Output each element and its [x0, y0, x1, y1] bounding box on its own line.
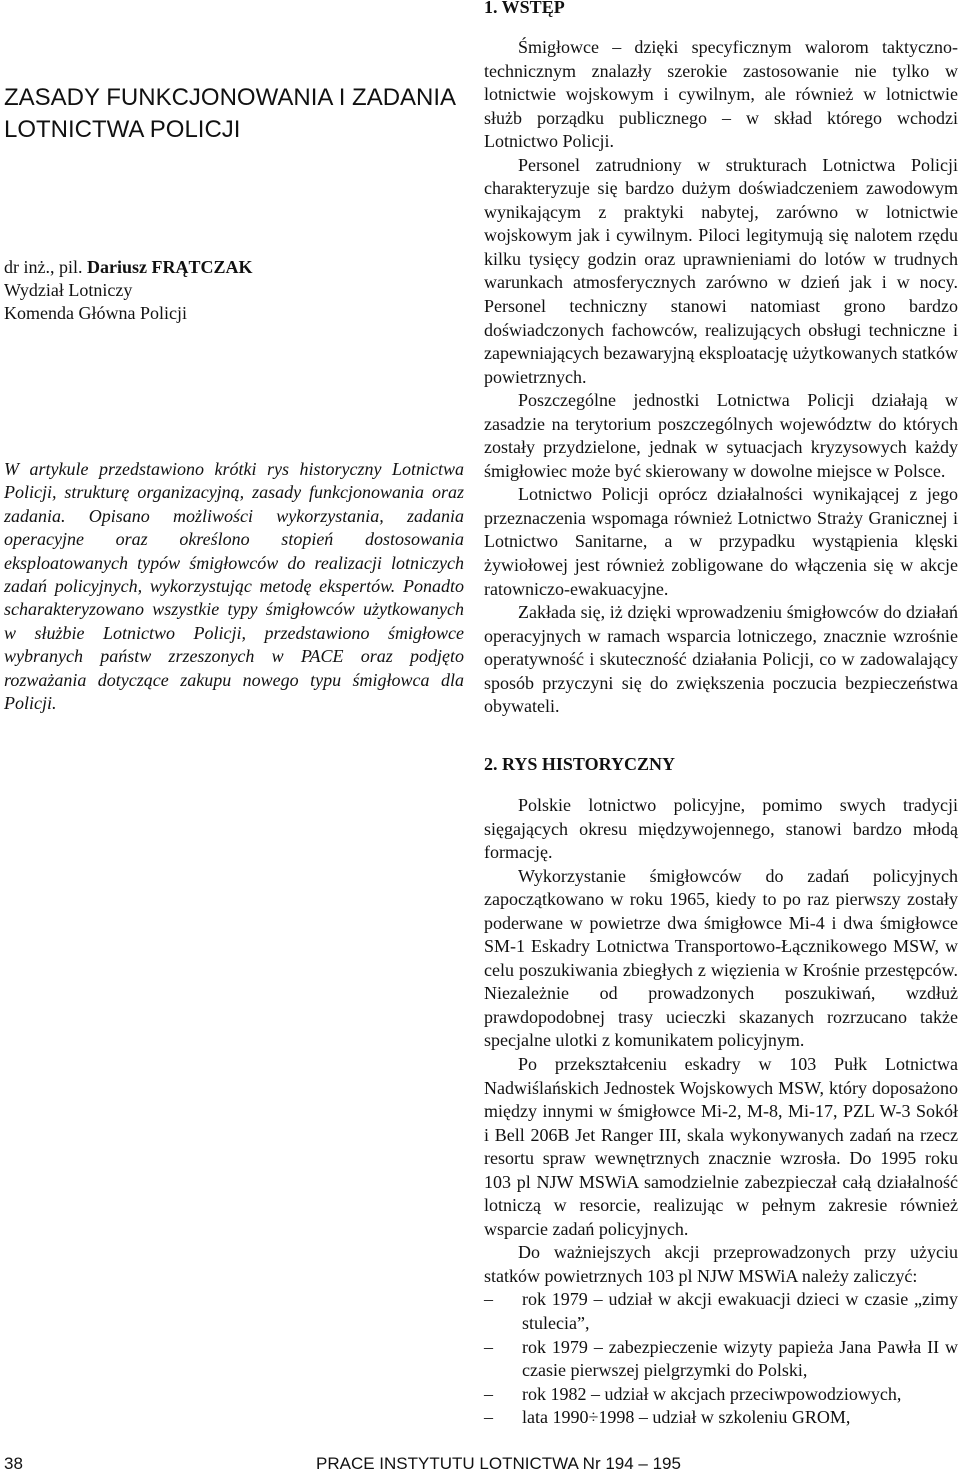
list-dash: –	[484, 1289, 493, 1310]
article-title	[4, 82, 470, 146]
history-paragraph: Polskie lotnictwo policyjne, pomimo swych tradycji sięgających okresu międzywojennego, stanowi bardzo młodą formację.	[484, 795, 958, 863]
abstract: W artykule przedstawiono krótki rys historyczny Lotnictwa Policji, strukturę organizacyjną, zasady funkcjonowania oraz zadania. Opisano możliwości wykorzystania, zadania operacyjne oraz określono stopień dostosowania eksploatowanych typów śmigłowców do realizacji lotniczych zadań policyjnych, wykorzystując metodę ekspertów. Ponadto scharakteryzowano wszystkie typy śmigłowców użytkowanych w służbie Lotnictwo Policji, przedstawiono śmigłowce wybranych państw zrzeszonych w PACE oraz podjęto rozważania dotyczące zakupu nowego typu śmigłowca dla Policji.	[4, 459, 464, 714]
list-item	[484, 1406, 958, 1430]
list-dash: –	[484, 1407, 493, 1428]
section-1-heading: 1. WSTĘP	[484, 0, 565, 17]
author-name: Dariusz FRĄTCZAK	[87, 257, 253, 277]
author-department: Wydział Lotniczy	[4, 280, 133, 300]
intro-paragraph: Śmigłowce – dzięki specyficznym walorom taktyczno-technicznym znalazły szerokie zastosowanie nie tylko w lotnictwie wojskowym i cywilnym, ale również w lotnictwie służb porządku publicznego – w skład którego wchodzi Lotnictwo Policji.	[484, 37, 958, 152]
history-bullet-list	[484, 1288, 958, 1429]
history-paragraph: Do ważniejszych akcji przeprowadzonych przy użyciu statków powietrznych 103 pl NJW MSWiA należy zaliczyć:	[484, 1242, 958, 1286]
list-dash: –	[484, 1336, 493, 1357]
author-prefix: dr inż., pil.	[4, 257, 87, 277]
history-paragraph: Wykorzystanie śmigłowców do zadań policyjnych zapoczątkowano w roku 1965, kiedy to po raz pierwszy zostały poderwane w powietrze dwa śmigłowce Mi-4 i dwa śmigłowce SM-1 Eskadry Lotnictwa Transportowo-Łącznikowego MSW, w celu poszukiwania zbiegłych z więzienia w Krośnie przestępców. Niezależnie od prowadzonych poszukiwań, wzdłuż prawdopodobnej trasy ucieczki skazanych rozrzucano także specjalne ulotki z komunikatem policyjnym.	[484, 865, 958, 1051]
page-number: 38	[4, 1454, 23, 1473]
author-institution: Komenda Główna Policji	[4, 303, 187, 323]
journal-footer: PRACE INSTYTUTU LOTNICTWA Nr 194 – 195	[316, 1454, 681, 1473]
article-title-line-1: ZASADY FUNKCJONOWANIA I ZADANIA	[4, 84, 457, 111]
author-block	[4, 256, 253, 325]
list-item-text: rok 1982 – udział w akcjach przeciwpowodziowych,	[522, 1383, 902, 1404]
history-body	[484, 794, 958, 1430]
intro-paragraph: Personel zatrudniony w strukturach Lotnictwa Policji charakteryzuje się bardzo dużym doświadczeniem zawodowym wynikającym z praktyki nabytej, zarówno w lotnictwie wojskowym jak i cywilnym. Piloci legitymują się nalotem rzędu kilku tysięcy godzin oraz uprawnieniami do lotów w trudnych warunkach atmosferycznych zarówno w dzień jak i w nocy. Personel techniczny stanowi natomiast grono bardzo doświadczonych fachowców, realizujących obsługi techniczne i zapewniających bezawaryjną eksploatację użytkowanych statków powietrznych.	[484, 154, 958, 387]
intro-paragraph: Poszczególne jednostki Lotnictwa Policji działają w zasadzie na terytorium poszczególnych województw do których zostały przydzielone, jednak w sytuacjach kryzysowych każdy śmigłowiec może być skierowany w dowolne miejsce w Polsce.	[484, 390, 958, 481]
list-item-text: lata 1990÷1998 – udział w szkoleniu GROM,	[522, 1407, 851, 1428]
history-paragraph: Po przekształceniu eskadry w 103 Pułk Lotnictwa Nadwiślańskich Jednostek Wojskowych MSW, który doposażono między innymi w śmigłowce Mi-2, M-8, Mi-17, PZL W-3 Sokół i Bell 206B Jet Ranger III, skala wykonywanych zadań na rzecz resortu spraw wewnętrznych znacznie wzrosła. Do 1995 roku 103 pl NJW MSWiA samodzielnie zabezpieczał całą działalność lotniczą w resorcie, realizując w pełnym zakresie również wsparcie zadań policyjnych.	[484, 1054, 958, 1239]
list-item	[484, 1336, 958, 1383]
list-dash: –	[484, 1383, 493, 1404]
intro-paragraph: Zakłada się, iż dzięki wprowadzeniu śmigłowców do działań operacyjnych w ramach wsparcia lotniczego, znacznie wzrośnie operatywność i skuteczność działania Policji, co w zadowalający sposób przyczyni się do zwiększenia poczucia bezpieczeństwa obywateli.	[484, 602, 958, 717]
list-item	[484, 1383, 958, 1407]
section-2-heading: 2. RYS HISTORYCZNY	[484, 754, 675, 774]
intro-paragraph: Lotnictwo Policji oprócz działalności wynikającej z jego przeznaczenia wspomaga również Lotnictwo Straży Granicznej i Lotnictwo Sanitarne, a w przypadku wystąpienia klęski żywiołowej jest również zobligowane do włączenia się w akcje ratowniczo-ewakuacyjne.	[484, 484, 958, 599]
list-item-text: rok 1979 – zabezpieczenie wizyty papieża Jana Pawła II w czasie pierwszej pielgrzymki do Polski,	[522, 1336, 958, 1381]
intro-body	[484, 36, 958, 719]
list-item	[484, 1288, 958, 1335]
list-item-text: rok 1979 – udział w akcji ewakuacji dzieci w czasie „zimy stulecia”,	[522, 1289, 958, 1334]
author-line	[4, 256, 253, 279]
article-title-line-2: LOTNICTWA POLICJI	[4, 116, 241, 143]
